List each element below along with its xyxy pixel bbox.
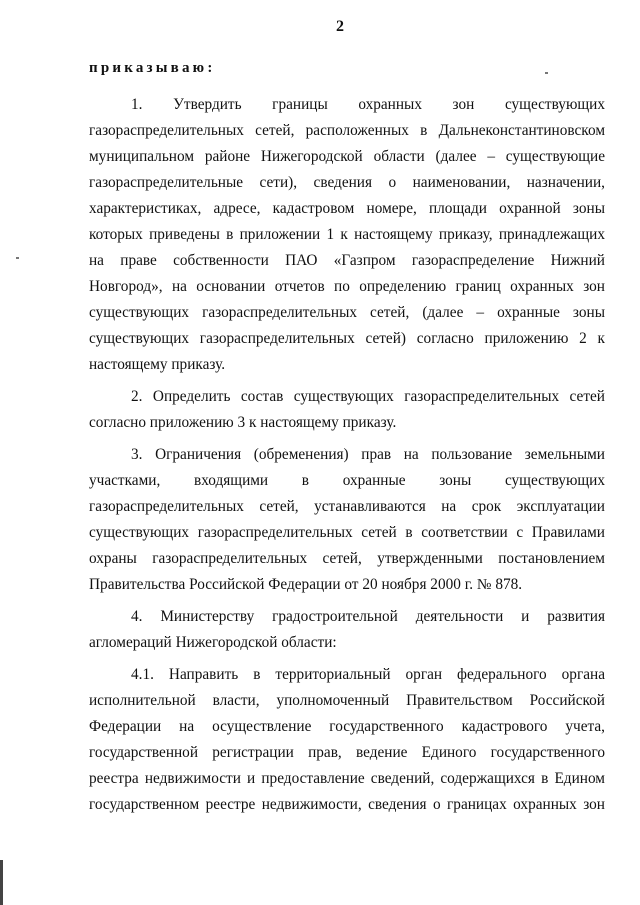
text-line: существующих газораспределительных сетей, (далее – охранные зоны [89, 304, 605, 321]
text-line: существующих газораспределительных сетей в соответствии с Правилами [89, 524, 605, 541]
page-number: 2 [336, 18, 344, 35]
text-line: 2. Определить состав существующих газораспределительных сетей [131, 388, 605, 405]
text-line: агломераций Нижегородской области: [89, 634, 337, 651]
text-line: Новгород», на основании отчетов по определению границ охранных зон [89, 278, 605, 295]
text-line: газораспределительных сетей, устанавливаются на срок эксплуатации [89, 498, 605, 515]
text-line: существующих газораспределительных сетей) согласно приложению 2 к [89, 330, 605, 347]
order-heading: приказываю: [89, 60, 216, 76]
text-line: государственной регистрации прав, ведение Единого государственного [89, 744, 605, 761]
text-line: исполнительной власти, уполномоченный Правительством Российской [89, 692, 605, 709]
text-line: Федерации на осуществление государственного кадастрового учета, [89, 718, 605, 735]
text-line: газораспределительные сети), сведения о наименовании, назначении, [89, 174, 605, 191]
text-line: согласно приложению 3 к настоящему приказу. [89, 414, 397, 431]
text-line: Правительства Российской Федерации от 20 ноября 2000 г. № 878. [89, 576, 523, 593]
text-line: которых приведены в приложении 1 к настоящему приказу, принадлежащих [89, 226, 605, 243]
text-line: газораспределительных сетей, расположенных в Дальнеконстантиновском [89, 122, 605, 139]
text-line: 3. Ограничения (обременения) прав на пользование земельными [131, 446, 605, 463]
text-line: на праве собственности ПАО «Газпром газораспределение Нижний [89, 252, 605, 269]
scan-speck [16, 257, 19, 259]
text-line: 4. Министерству градостроительной деятельности и развития [131, 608, 605, 625]
text-line: реестра недвижимости и предоставление сведений, содержащихся в Едином [89, 770, 605, 787]
scan-speck [545, 72, 548, 74]
text-line: характеристиках, адресе, кадастровом номере, площади охранной зоны [89, 200, 605, 217]
text-line: муниципальном районе Нижегородской области (далее – существующие [89, 148, 605, 165]
text-line: настоящему приказу. [89, 356, 226, 373]
scan-edge-mark [0, 860, 3, 905]
text-line: охраны газораспределительных сетей, утвержденными постановлением [89, 550, 605, 567]
text-line: 1. Утвердить границы охранных зон существующих [131, 96, 605, 113]
text-line: 4.1. Направить в территориальный орган федерального органа [131, 666, 605, 683]
text-line: участками, входящими в охранные зоны существующих [89, 472, 605, 489]
text-line: государственном реестре недвижимости, сведения о границах охранных зон [89, 796, 605, 813]
